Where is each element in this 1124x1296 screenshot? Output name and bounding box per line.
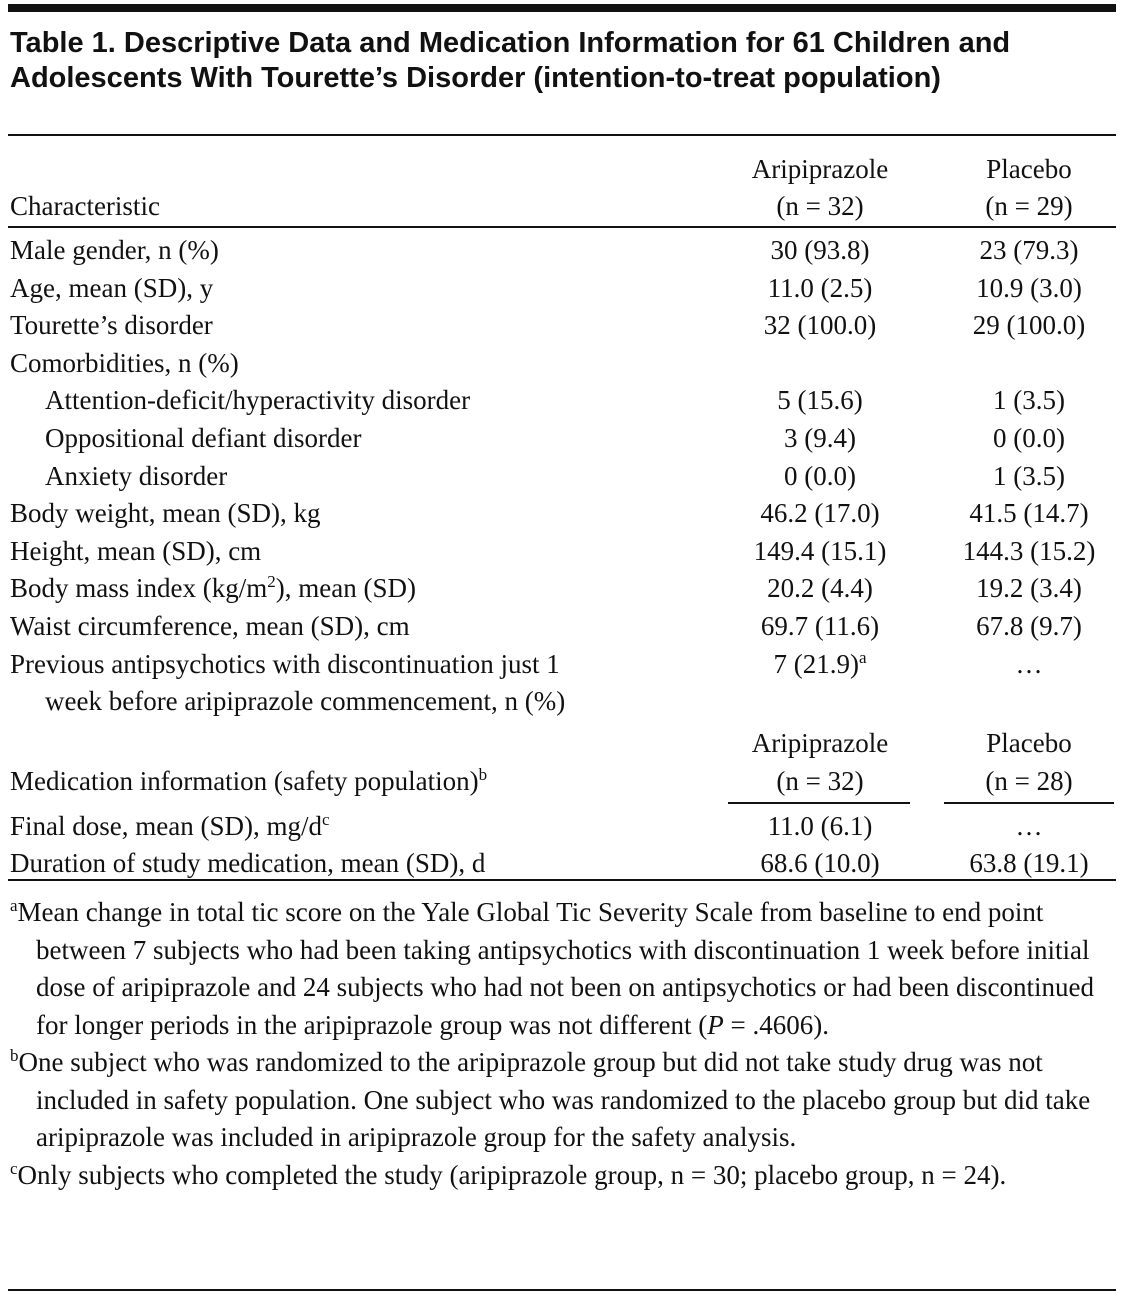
aripiprazole-value: 5 (15.6) [777,385,863,416]
table-row [0,532,1124,570]
placebo-value: 1 (3.5) [993,385,1065,416]
med-col-b-header: Placebo [986,728,1072,758]
aripiprazole-value: 3 (9.4) [784,423,856,453]
table-row [0,645,1124,683]
bottom-rule [8,1289,1116,1291]
footnote-c: $^c$Only subjects who completed the study (aripiprazole group, n = 30; placebo group, n = 24). [10,1158,1007,1190]
aripiprazole-value: 32 (100.0) [763,310,877,341]
table-row [0,419,1124,457]
table-row [0,607,1124,645]
table-row [0,381,1124,419]
row-label: Tourette’s disorder [10,310,213,341]
aripiprazole-value: 11.0 (2.5) [767,272,873,303]
aripiprazole-value: 149.4 (15.1) [753,535,887,566]
header-rule [8,226,1116,228]
row-label: Body weight, mean (SD), kg [10,498,321,529]
med-col-a-header: Aripiprazole [751,728,889,758]
row-label: Anxiety disorder [45,460,228,491]
placebo-value: 41.5 (14.7) [969,498,1089,529]
table-row: Duration of study medication, mean (SD), d 68.6 (10.0) 63.8 (19.1) [10,848,1089,878]
aripiprazole-value: 69.7 (11.6) [760,611,880,641]
placebo-value: … [1015,648,1043,679]
col-a-n: (n = 32) [776,191,864,221]
col-a-header: Aripiprazole [751,154,889,184]
column-header-top [0,150,1124,188]
table-row-continuation [0,682,1124,720]
placebo-value: 19.2 (3.4) [976,573,1082,604]
row-label: Waist circumference, mean (SD), cm [10,611,410,641]
footnotes [10,894,1115,1194]
col-b-header: Placebo [986,154,1072,184]
row-label: Previous antipsychotics with discontinuation just 1 [10,648,560,679]
row-label: Male gender, n (%) [10,235,219,265]
col-b-subrule [944,802,1114,804]
row-label: Height, mean (SD), cm [10,535,262,566]
table-row [0,231,1124,269]
aripiprazole-value: 7 $(21.9)^a$ [773,647,867,679]
placebo-value: 10.9 (3.0) [976,272,1082,303]
row-label: Oppositional defiant disorder [45,423,362,453]
aripiprazole-value: 30 (93.8) [770,235,870,265]
row-label: Body mass index $(kg/m^2)$, mean (SD) [10,572,416,604]
aripiprazole-value: 46.2 (17.0) [760,498,880,529]
row-label: Age, mean (SD), y [10,272,214,303]
col-b-n: (n = 29) [985,191,1073,221]
characteristic-header: Characteristic [10,191,160,221]
aripiprazole-value: 20.2 (4.4) [767,573,873,604]
placebo-value: 67.8 (9.7) [976,611,1082,641]
row-label: Attention-deficit/hyperactivity disorder [45,385,471,416]
table-row: Final dose, mean (SD), $mg/d^c$ 11.0 (6.1) … [10,810,1043,841]
row-label-cont: week before aripiprazole commencement, n (%) [45,686,566,717]
med-header-label: Medication information (safety population)$^b$ [10,765,488,796]
table-title: Table 1. Descriptive Data and Medication Information for 61 Children and Adolescents With Tourette’s Disorder (intention-to-treat population) [10,27,1011,94]
footnote-b: $^b$One subject who was randomized to the aripiprazole group but did not take study drug was not included in safety population. One subject who was randomized to the placebo group but did take aripiprazole was included in aripiprazole group for the safety analysis. [10,1046,1091,1152]
table-row [0,494,1124,532]
footnote-a: $^a$Mean change in total tic score on the Yale Global Tic Severity Scale from baseline to end point between 7 subjects who had been taking antipsychotics with discontinuation 1 week before initial dose of aripiprazole and 24 subjects who had not been on antipsychotics or had been discontinued for longer periods in the aripiprazole group was not different (P = .4606). [10,896,1094,1040]
aripiprazole-value: 0 (0.0) [784,460,856,491]
med-col-a-n: (n = 32) [776,766,864,796]
med-header-top [0,724,1124,762]
title-rule [8,134,1116,136]
placebo-value: 29 (100.0) [972,310,1086,341]
placebo-value: 1 (3.5) [993,460,1065,491]
table-row [0,457,1124,495]
column-header-bottom [0,187,1124,225]
top-rule [8,4,1116,12]
placebo-value: 23 (79.3) [979,235,1079,265]
table-row [0,269,1124,307]
table-row [0,344,1124,382]
table-bottom-rule [8,879,1116,881]
placebo-value: 144.3 (15.2) [962,535,1096,566]
med-col-b-n: (n = 28) [985,766,1073,796]
table-row [0,306,1124,344]
table-row [0,569,1124,607]
col-a-subrule [728,802,910,804]
med-header-bottom [0,762,1124,800]
placebo-value: 0 (0.0) [993,423,1065,453]
row-label: Comorbidities, n (%) [10,347,239,378]
